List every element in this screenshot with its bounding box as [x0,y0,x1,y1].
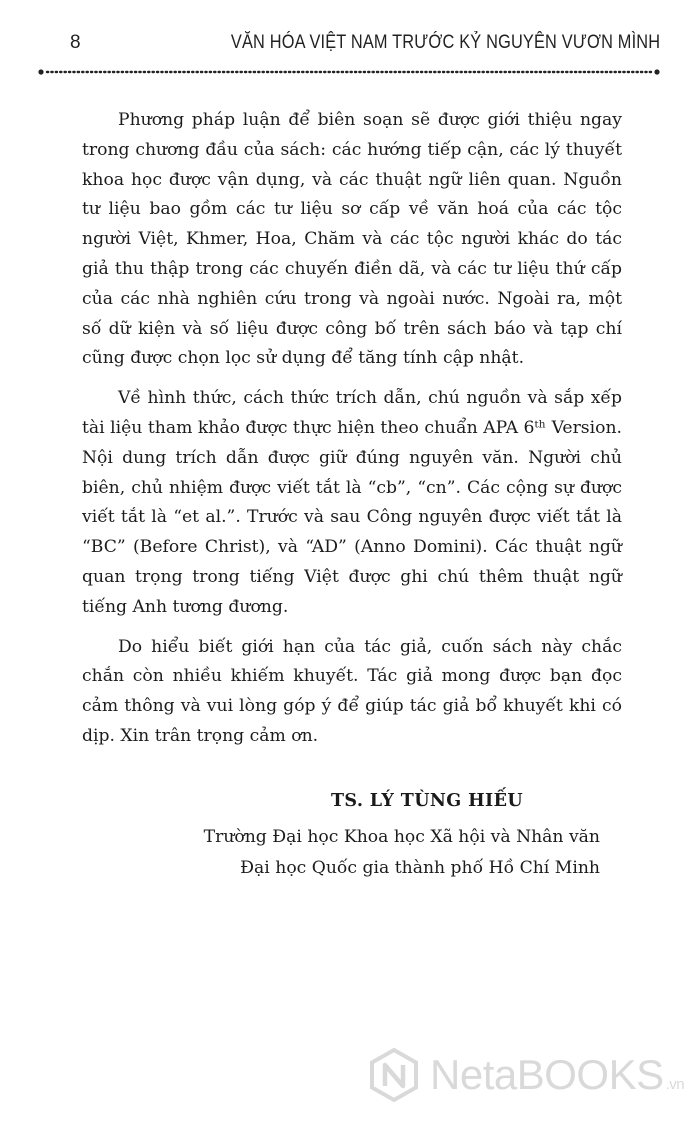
author-affiliation-line1: Trường Đại học Khoa học Xã hội và Nhân văn [203,827,600,847]
header-dotted-rule [38,68,660,76]
watermark-brand: NetaBOOKS .vn [430,1051,685,1098]
running-header-title: VĂN HÓA VIỆT NAM TRƯỚC KỶ NGUYÊN VƯƠN MÌNH [230,32,660,53]
body-text [82,106,622,762]
signature-block [82,786,622,884]
running-header [70,32,660,58]
paragraph-citation-format: Về hình thức, cách thức trích dẫn, chú nguồn và sắp xếp tài liệu tham khảo được thực hiện theo chuẩn APA 6ᵗʰ Version. Nội dung trích dẫn được giữ đúng nguyên văn. Người chủ biên, chủ nhiệm được viết tắt là “cb”, “cn”. Các cộng sự được viết tắt là “et al.”. Trước và sau Công nguyên được viết tắt là “BC” (Before Christ), và “AD” (Anno Domini). Các thuật ngữ quan trọng trong tiếng Việt được ghi chú thêm thuật ngữ tiếng Anh tương đương. [82,388,622,617]
author-affiliation-line2: Đại học Quốc gia thành phố Hồ Chí Minh [240,858,600,878]
netabooks-watermark [366,1047,684,1103]
paragraph-closing: Do hiểu biết giới hạn của tác giả, cuốn sách này chắc chắn còn nhiều khiếm khuyết. Tác giả mong được bạn đọc cảm thông và vui lòng góp ý để giúp tác giả bổ khuyết khi có dịp. Xin trân trọng cảm ơn. [82,636,622,746]
netabooks-logo-icon [366,1047,422,1103]
page-number: 8 [70,32,81,53]
paragraph-methodology: Phương pháp luận để biên soạn sẽ được giới thiệu ngay trong chương đầu của sách: các hướng tiếp cận, các lý thuyết khoa học được vận dụng, và các thuật ngữ liên quan. Nguồn tư liệu bao gồm các tư liệu sơ cấp về văn hoá của các tộc người Việt, Khmer, Hoa, Chăm và các tộc người khác do tác giả thu thập trong các chuyến điền dã, và các tư liệu thứ cấp của các nhà nghiên cứu trong và ngoài nước. Ngoài ra, một số dữ kiện và số liệu được công bố trên sách báo và tạp chí cũng được chọn lọc sử dụng để tăng tính cập nhật. [82,110,622,369]
author-name: TS. LÝ TÙNG HIẾU [330,791,524,811]
